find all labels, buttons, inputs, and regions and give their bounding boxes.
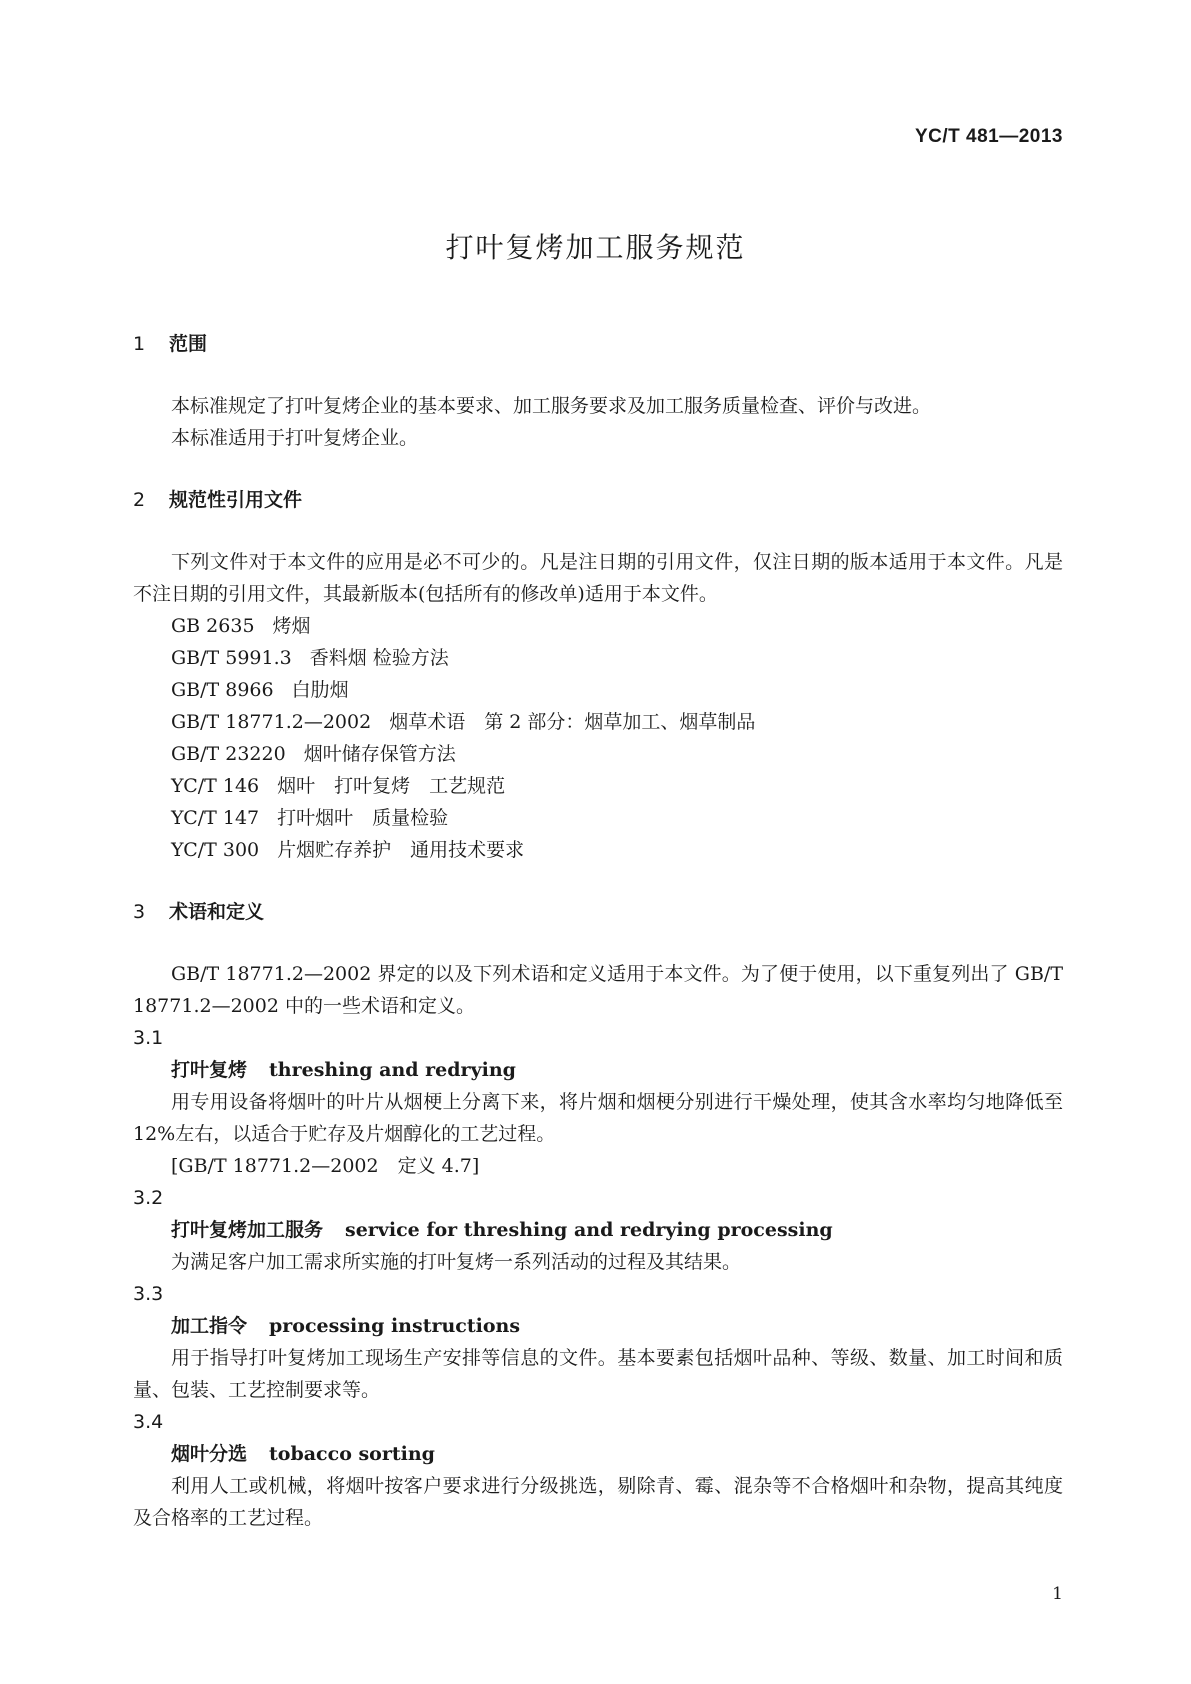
section-number: 3 — [133, 901, 146, 923]
section-title: 范围 — [169, 333, 208, 355]
reference-code: YC/T 146 — [171, 775, 260, 797]
reference-item — [133, 834, 1063, 866]
term-list — [133, 1022, 1063, 1534]
reference-title: 片烟贮存养护 通用技术要求 — [277, 839, 525, 861]
reference-title: 烟草术语 第 2 部分：烟草加工、烟草制品 — [389, 711, 756, 733]
term-number: 3.3 — [133, 1283, 164, 1305]
reference-code: GB/T 5991.3 — [171, 647, 292, 669]
reference-title: 白肋烟 — [291, 679, 349, 701]
reference-title: 烤烟 — [272, 615, 311, 637]
section-heading-references — [133, 484, 1063, 516]
reference-item — [133, 738, 1063, 770]
term-zh: 打叶复烤 — [171, 1059, 248, 1081]
term-number: 3.4 — [133, 1411, 164, 1433]
reference-title: 烟叶 打叶复烤 工艺规范 — [277, 775, 506, 797]
reference-code: GB 2635 — [171, 615, 255, 637]
term-en: service for threshing and redrying processing — [345, 1219, 833, 1241]
page-number: 1 — [1052, 1584, 1063, 1604]
term-heading — [133, 1438, 1063, 1470]
standard-code: YC/T 481—2013 — [914, 126, 1063, 147]
document-title: 打叶复烤加工服务规范 — [445, 231, 746, 264]
reference-title: 香料烟 检验方法 — [309, 647, 449, 669]
paragraph: 本标准适用于打叶复烤企业。 — [171, 427, 419, 449]
reference-item — [133, 802, 1063, 834]
section-heading-terms — [133, 896, 1063, 928]
paragraph: GB/T 18771.2—2002 界定的以及下列术语和定义适用于本文件。为了便于使用，以下重复列出了 GB/T 18771.2—2002 中的一些术语和定义。 — [133, 963, 1063, 1017]
section-title: 术语和定义 — [169, 901, 265, 923]
reference-item — [133, 642, 1063, 674]
reference-item — [133, 610, 1063, 642]
section-number: 1 — [133, 333, 146, 355]
paragraph: 本标准规定了打叶复烤企业的基本要求、加工服务要求及加工服务质量检查、评价与改进。 — [171, 395, 932, 417]
term-zh: 烟叶分选 — [171, 1443, 248, 1465]
term-definition: 利用人工或机械，将烟叶按客户要求进行分级挑选，剔除青、霉、混杂等不合格烟叶和杂物，提高其纯度及合格率的工艺过程。 — [133, 1475, 1063, 1529]
section-title: 规范性引用文件 — [169, 489, 303, 511]
reference-code: YC/T 147 — [171, 807, 260, 829]
term-definition: 用专用设备将烟叶的叶片从烟梗上分离下来，将片烟和烟梗分别进行干燥处理，使其含水率均匀地降低至 12%左右，以适合于贮存及片烟醇化的工艺过程。 — [133, 1091, 1063, 1145]
term-heading — [133, 1310, 1063, 1342]
reference-code: GB/T 18771.2—2002 — [171, 711, 372, 733]
reference-title: 烟叶储存保管方法 — [303, 743, 456, 765]
reference-item — [133, 674, 1063, 706]
section-heading-scope — [133, 328, 1063, 360]
term-definition: 为满足客户加工需求所实施的打叶复烤一系列活动的过程及其结果。 — [171, 1251, 742, 1273]
document-body — [133, 328, 1063, 1534]
term-heading — [133, 1054, 1063, 1086]
section-number: 2 — [133, 489, 146, 511]
term-zh: 加工指令 — [171, 1315, 248, 1337]
reference-code: GB/T 23220 — [171, 743, 286, 765]
term-en: tobacco sorting — [269, 1443, 435, 1465]
reference-code: GB/T 8966 — [171, 679, 274, 701]
reference-item — [133, 706, 1063, 738]
term-source: [GB/T 18771.2—2002 定义 4.7] — [171, 1155, 480, 1177]
reference-list — [133, 610, 1063, 866]
reference-item — [133, 770, 1063, 802]
term-en: threshing and redrying — [269, 1059, 516, 1081]
term-number: 3.1 — [133, 1027, 164, 1049]
term-heading — [133, 1214, 1063, 1246]
term-en: processing instructions — [269, 1315, 521, 1337]
term-number: 3.2 — [133, 1187, 164, 1209]
reference-title: 打叶烟叶 质量检验 — [277, 807, 449, 829]
term-definition: 用于指导打叶复烤加工现场生产安排等信息的文件。基本要素包括烟叶品种、等级、数量、加工时间和质量、包装、工艺控制要求等。 — [133, 1347, 1063, 1401]
term-zh: 打叶复烤加工服务 — [171, 1219, 324, 1241]
reference-code: YC/T 300 — [171, 839, 260, 861]
paragraph: 下列文件对于本文件的应用是必不可少的。凡是注日期的引用文件，仅注日期的版本适用于本文件。凡是不注日期的引用文件，其最新版本(包括所有的修改单)适用于本文件。 — [133, 551, 1063, 605]
